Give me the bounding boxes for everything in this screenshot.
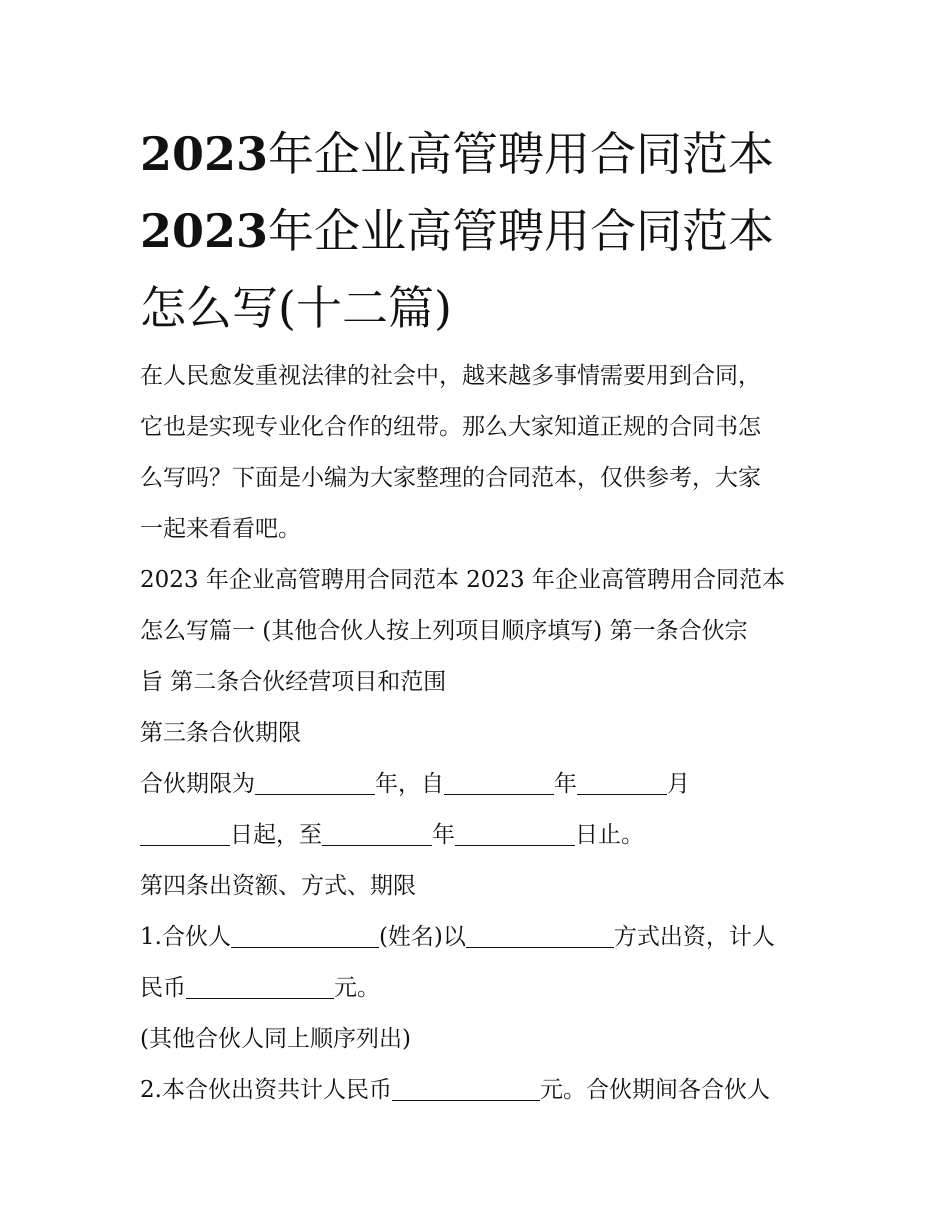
section-line: 旨 第二条合伙经营项目和范围 bbox=[140, 669, 447, 695]
article-4-heading: 第四条出资额、方式、期限 bbox=[140, 873, 416, 899]
term-text: 合伙期限为 bbox=[140, 771, 255, 797]
fill-blank bbox=[322, 821, 432, 846]
title-year: 2023 bbox=[140, 204, 269, 258]
fill-blank bbox=[140, 821, 230, 846]
title-text: 年企业高管聘用合同范本 bbox=[268, 204, 775, 258]
intro-line: 它也是实现专业化合作的纽带。那么大家知道正规的合同书怎 bbox=[140, 414, 761, 440]
section-line: 怎么写篇一 (其他合伙人按上列项目顺序填写) 第一条合伙宗 bbox=[140, 618, 748, 644]
fill-blank bbox=[455, 821, 575, 846]
contrib-text: 1.合伙人 bbox=[140, 924, 231, 950]
contrib-text: 方式出资，计人 bbox=[613, 924, 775, 950]
contrib-line-1 bbox=[140, 912, 820, 963]
title-line-2 bbox=[140, 193, 830, 270]
fill-blank bbox=[255, 770, 375, 795]
fill-blank bbox=[231, 923, 379, 948]
fill-blank bbox=[392, 1076, 540, 1101]
title-line-3 bbox=[140, 270, 830, 347]
title-text: 怎么写(十二篇) bbox=[140, 281, 452, 335]
term-text: 日起，至 bbox=[230, 822, 322, 848]
contrib-text: (姓名)以 bbox=[378, 924, 466, 950]
intro-line: 么写吗？下面是小编为大家整理的合同范本，仅供参考，大家 bbox=[140, 465, 761, 491]
section-line: 第三条合伙期限 bbox=[140, 720, 301, 746]
section-line: 2023 年企业高管聘用合同范本 2023 年企业高管聘用合同范本 bbox=[140, 567, 785, 593]
term-text: 月 bbox=[667, 771, 690, 797]
intro-line: 一起来看看吧。 bbox=[140, 516, 301, 542]
total-text: 元。合伙期间各合伙人 bbox=[539, 1077, 770, 1103]
fill-blank bbox=[577, 770, 667, 795]
total-text: 2.本合伙出资共计人民币 bbox=[140, 1077, 392, 1103]
total-line bbox=[140, 1065, 820, 1116]
term-text: 日止。 bbox=[575, 822, 644, 848]
document-title bbox=[140, 116, 830, 347]
term-line-1 bbox=[140, 759, 820, 810]
term-text: 年，自 bbox=[375, 771, 444, 797]
title-text: 年企业高管聘用合同范本 bbox=[268, 127, 775, 181]
contrib-text: 民币 bbox=[140, 975, 186, 1001]
title-year: 2023 bbox=[140, 127, 269, 181]
fill-blank bbox=[466, 923, 614, 948]
fill-blank bbox=[444, 770, 554, 795]
contrib-line-2 bbox=[140, 963, 820, 1014]
fill-blank bbox=[186, 974, 334, 999]
term-text: 年 bbox=[432, 822, 455, 848]
others-note: (其他合伙人同上顺序列出) bbox=[140, 1026, 411, 1052]
title-line-1 bbox=[140, 116, 830, 193]
term-text: 年 bbox=[554, 771, 577, 797]
contrib-text: 元。 bbox=[334, 975, 380, 1001]
document-body bbox=[140, 351, 820, 1116]
term-line-2 bbox=[140, 810, 820, 861]
intro-line: 在人民愈发重视法律的社会中，越来越多事情需要用到合同， bbox=[140, 363, 761, 389]
